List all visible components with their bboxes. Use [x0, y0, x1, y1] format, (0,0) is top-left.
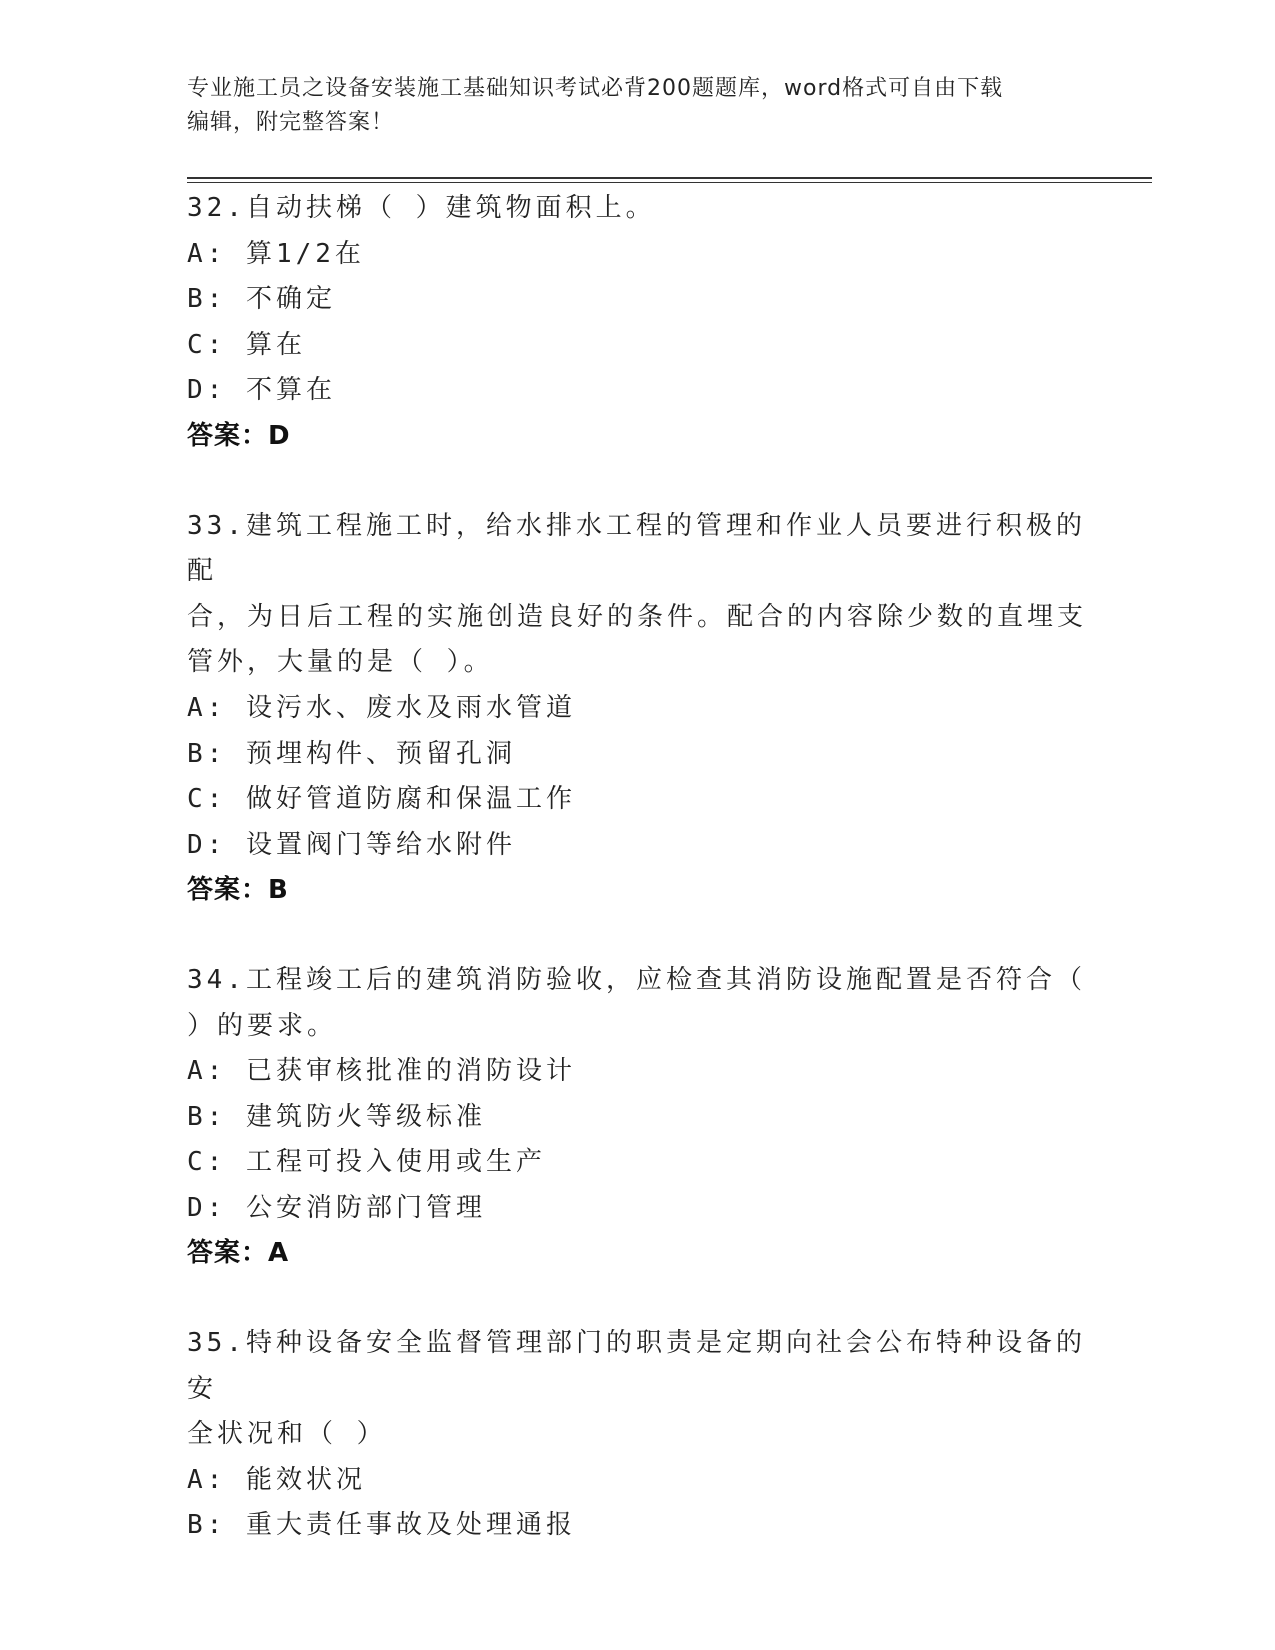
question-text-line: 34.工程竣工后的建筑消防验收，应检查其消防设施配置是否符合（ [187, 964, 1086, 995]
option-a: A: 能效状况 [187, 1464, 366, 1495]
option-d: D: 不算在 [187, 375, 336, 406]
question-text-line: 管外，大量的是（ ）。 [187, 647, 494, 678]
option-b: B: 重大责任事故及处理通报 [187, 1510, 576, 1541]
question-text-line: 全状况和（ ） [187, 1419, 387, 1450]
answer-label: 答案：D [187, 420, 291, 451]
question-text-line: 35.特种设备安全监督管理部门的职责是定期向社会公布特种设备的安 [187, 1328, 1086, 1404]
question-35 [187, 1321, 1087, 1549]
option-b: B: 不确定 [187, 284, 336, 315]
header-line-2: 编辑，附完整答案！ [187, 110, 395, 135]
header-line-1: 专业施工员之设备安装施工基础知识考试必背200题题库，word格式可自由下载 [187, 76, 1004, 101]
document-header [187, 72, 1087, 140]
question-text-line: 合，为日后工程的实施创造良好的条件。配合的内容除少数的直埋支 [187, 601, 1088, 632]
header-divider-thin [187, 182, 1152, 183]
option-d: D: 公安消防部门管理 [187, 1192, 486, 1223]
question-text-line: ）的要求。 [187, 1010, 338, 1041]
question-text-line: 33.建筑工程施工时，给水排水工程的管理和作业人员要进行积极的配 [187, 510, 1086, 587]
option-c: C: 算在 [187, 329, 306, 360]
question-33 [187, 504, 1087, 914]
question-34 [187, 958, 1087, 1277]
option-b: B: 预埋构件、预留孔洞 [187, 738, 516, 769]
question-list [187, 186, 1087, 1593]
question-32 [187, 186, 1087, 460]
option-a: A: 算1/2在 [187, 238, 365, 269]
question-text-line: 32.自动扶梯（ ）建筑物面积上。 [187, 193, 656, 223]
option-a: A: 已获审核批准的消防设计 [187, 1056, 576, 1087]
option-d: D: 设置阀门等给水附件 [187, 829, 516, 860]
option-c: C: 工程可投入使用或生产 [187, 1147, 546, 1178]
header-divider-thick [187, 177, 1152, 179]
answer-label: 答案：B [187, 875, 289, 906]
option-b: B: 建筑防火等级标准 [187, 1101, 486, 1132]
option-c: C: 做好管道防腐和保温工作 [187, 784, 576, 815]
option-a: A: 设污水、废水及雨水管道 [187, 692, 576, 723]
answer-label: 答案：A [187, 1238, 290, 1269]
